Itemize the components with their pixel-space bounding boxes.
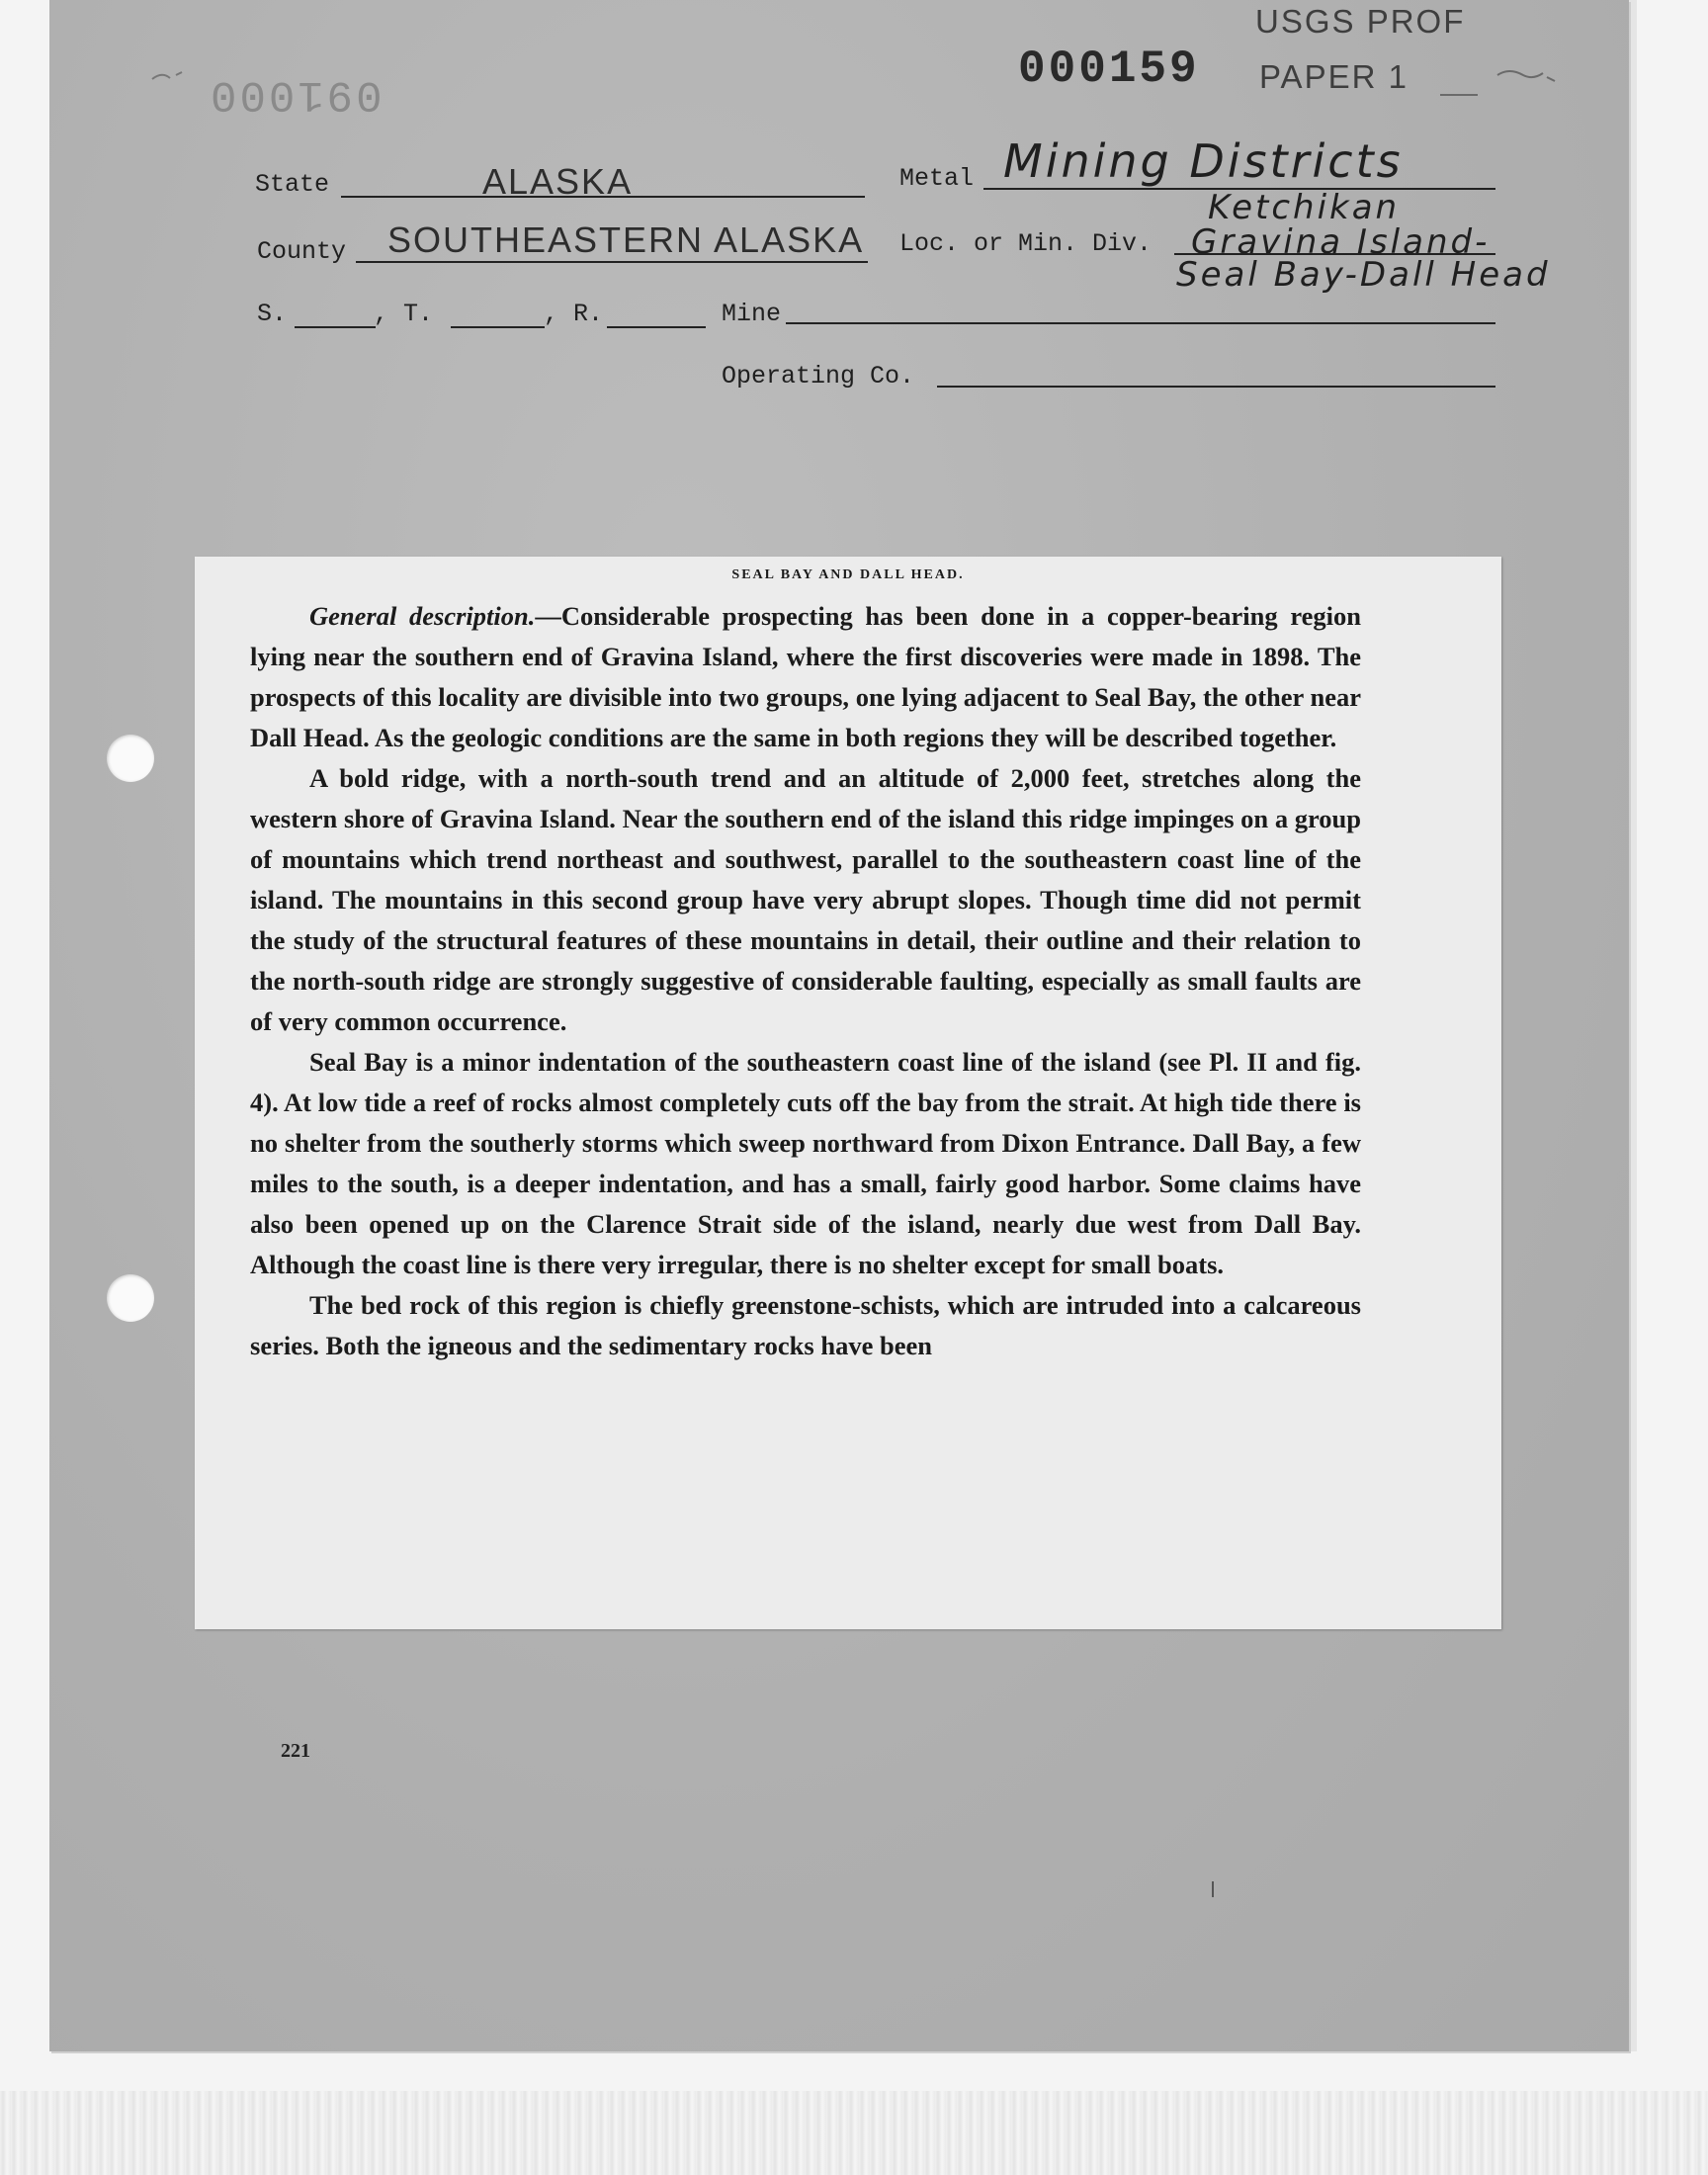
loc-label: Loc. or Min. Div.: [899, 229, 1153, 258]
punch-hole-top: [107, 735, 154, 782]
usgs-stamp-line2: PAPER 1: [1259, 58, 1409, 95]
county-underline: [356, 261, 868, 263]
township-label: , T.: [374, 300, 434, 328]
state-value: ALASKA: [482, 161, 634, 202]
operating-co-label: Operating Co.: [722, 362, 915, 391]
section-underline: [295, 326, 376, 328]
range-label: , R.: [544, 300, 604, 328]
operating-co-underline: [937, 386, 1495, 388]
pasted-text-clipping: [195, 557, 1501, 1629]
section-label: S.: [257, 300, 288, 328]
metal-value-handwritten: Mining Districts: [1003, 134, 1404, 188]
range-underline: [607, 326, 706, 328]
scanner-edge-strip: [0, 2091, 1708, 2175]
pencil-scribble: [1438, 55, 1567, 105]
clipping-body: [250, 596, 1361, 1366]
paragraph-1-text: —Considerable prospecting has been done in a copper-bearing region lying near the southern end of Gravina Island, where the first discoveries were made in 1898. The prospects of this locality are divisible into two groups, one lying adjacent to Seal Bay, the other near Dall Head. As the geologic conditions are the same in both regions they will be described together.: [250, 601, 1361, 752]
loc-value-line3-handwritten: Seal Bay-Dall Head: [1176, 255, 1551, 295]
county-label: County: [257, 237, 347, 266]
usgs-stamp-line1: USGS PROF: [1255, 3, 1466, 40]
loc-value-line1-handwritten: Ketchikan: [1208, 188, 1401, 227]
accession-number: 000159: [1018, 44, 1200, 95]
pencil-mark: [148, 67, 193, 89]
faded-number: 091000: [208, 69, 383, 119]
mine-underline: [786, 322, 1495, 324]
page-number: 221: [281, 1740, 310, 1762]
state-label: State: [255, 170, 330, 199]
punch-hole-bottom: [107, 1274, 154, 1322]
paragraph-lead-italic: General description.: [309, 601, 536, 631]
paragraph-4: The bed rock of this region is chiefly greenstone-schists, which are intruded into a calcareous series. Both the igneous and the sedimentary rocks have been: [250, 1290, 1361, 1360]
mine-label: Mine: [722, 300, 782, 328]
clipping-heading: SEAL BAY AND DALL HEAD.: [731, 567, 965, 582]
pencil-tick: [1212, 1881, 1214, 1897]
paragraph-2: A bold ridge, with a north-south trend and an altitude of 2,000 feet, stretches along the western shore of Gravina Island. Near the southern end of the island this ridge impinges on a group of mountains which trend northeast and southwest, parallel to the southeastern coast line of the island. The mountains in this second group have very abrupt slopes. Though time did not permit the study of the structural features of these mountains in detail, their outline and their relation to the north-south ridge are strongly suggestive of considerable faulting, especially as small faults are of very common occurrence.: [250, 763, 1361, 1036]
metal-label: Metal: [899, 164, 975, 193]
paragraph-general-description: [250, 596, 1361, 758]
township-underline: [451, 326, 545, 328]
loc-value-line2-handwritten: Gravina Island-: [1191, 222, 1491, 262]
paragraph-3: Seal Bay is a minor indentation of the southeastern coast line of the island (see Pl. II and fig. 4). At low tide a reef of rocks almost completely cuts off the bay from the strait. At high tide there is no shelter from the southerly storms which sweep northward from Dixon Entrance. Dall Bay, a few miles to the south, is a deeper indentation, and has a small, fairly good harbor. Some claims have also been opened up on the Clarence Strait side of the island, nearly due west from Dall Bay. Although the coast line is there very irregular, there is no shelter except for small boats.: [250, 1047, 1361, 1279]
county-value: SOUTHEASTERN ALASKA: [387, 219, 865, 260]
